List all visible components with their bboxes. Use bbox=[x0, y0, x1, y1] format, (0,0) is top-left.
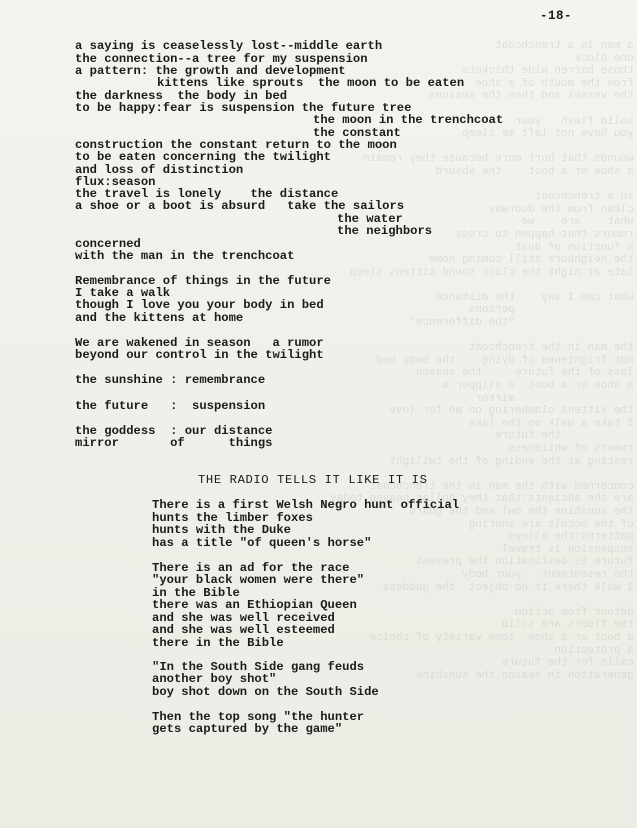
radio-line: "your black women were there" bbox=[152, 573, 365, 587]
radio-line: and she was well esteemed bbox=[152, 623, 335, 637]
poem-line: a saying is ceaselessly lost--middle earth bbox=[75, 39, 383, 53]
radio-line: another boy shot" bbox=[152, 672, 277, 686]
poem-line: construction the constant return to the moon bbox=[75, 138, 397, 152]
radio-line: There is an ad for the race bbox=[152, 561, 350, 575]
radio-line: "In the South Side gang feuds bbox=[152, 660, 365, 674]
poem-line: with the man in the trenchcoat bbox=[75, 249, 295, 263]
poem-line: kittens like sprouts the moon to be eaten bbox=[157, 76, 465, 90]
poem-line: a shoe or a boot is absurd take the sailors bbox=[75, 199, 405, 213]
radio-line: There is a first Welsh Negro hunt official bbox=[152, 498, 460, 512]
poem-line: the darkness the body in bed bbox=[75, 89, 288, 103]
radio-line: and she was well received bbox=[152, 611, 335, 625]
poem-line: the sunshine : remembrance bbox=[75, 373, 266, 387]
poem-line: beyond our control in the twilight bbox=[75, 348, 324, 362]
radio-line: gets captured by the game" bbox=[152, 722, 343, 736]
poem-line: the connection--a tree for my suspension bbox=[75, 52, 368, 66]
radio-line: there in the Bible bbox=[152, 636, 284, 650]
poem-line: a pattern: the growth and development bbox=[75, 64, 346, 78]
poem-line: We are wakened in season a rumor bbox=[75, 336, 324, 350]
poem-line: the constant bbox=[313, 126, 401, 140]
radio-line: hunts with the Duke bbox=[152, 523, 291, 537]
poem-line: and loss of distinction bbox=[75, 163, 244, 177]
radio-line: there was an Ethiopian Queen bbox=[152, 598, 357, 612]
radio-line: hunts the limber foxes bbox=[152, 511, 313, 525]
poem-line: the future : suspension bbox=[75, 399, 266, 413]
poem-line: concerned bbox=[75, 237, 141, 251]
radio-line: boy shot down on the South Side bbox=[152, 685, 379, 699]
poem-line: flux:season bbox=[75, 175, 156, 189]
radio-line: has a title "of queen's horse" bbox=[152, 536, 372, 550]
poem-line: and the kittens at home bbox=[75, 311, 244, 325]
poem-line: the goddess : our distance bbox=[75, 424, 273, 438]
poem-line: the neighbors bbox=[337, 224, 433, 238]
radio-line: Then the top song "the hunter bbox=[152, 710, 365, 724]
poem-line: the water bbox=[337, 212, 403, 226]
show-through-text: a man in a trenchcoat one block those barren wide thickets from the mouth of a shoe the vessel and then the seasons solid flesh your you have not left me sleep wounds that hurt more because they remain a shoe or a boot the absurd in a trenchcoat clean from the doorway what are we rumors that happen to cross a function of dust the neighbors still coming home late at night the clock sound kittens sleep what can I say the distance persons "the difference" the man in the trenchcoat not frightened of dying the body bed loss of the future the season a shoe or a boot a slipper a mirror the kittens clambering on me for love I take a walk on the lake the future rumors of whiteness resting at the ending of the twilight concerned with the man in the trenchcoat are the ancients:that they dollar heaven today the sunshine the owl and the guard of the occult are snoring patterns:the alleys suspension is travel future is destination the present the resentment your body I walk there is no object the goddess detour from action the floors are solid a boot or a shoe some variety of choice a protection calls for the future generation in season the sunshine bbox=[330, 40, 634, 682]
poem-line: the travel is lonely the distance bbox=[75, 187, 339, 201]
poem-line: though I love you your body in bed bbox=[75, 298, 324, 312]
poem-line: mirror of things bbox=[75, 436, 273, 450]
section-title: THE RADIO TELLS IT LIKE IT IS bbox=[198, 473, 428, 487]
poem-line: the moon in the trenchcoat bbox=[313, 113, 504, 127]
radio-line: in the Bible bbox=[152, 586, 240, 600]
poem-line: Remembrance of things in the future bbox=[75, 274, 331, 288]
poem-line: I take a walk bbox=[75, 286, 171, 300]
poem-line: to be eaten concerning the twilight bbox=[75, 150, 331, 164]
poem-line: to be happy:fear is suspension the future tree bbox=[75, 101, 412, 115]
page-number: -18- bbox=[539, 9, 572, 23]
